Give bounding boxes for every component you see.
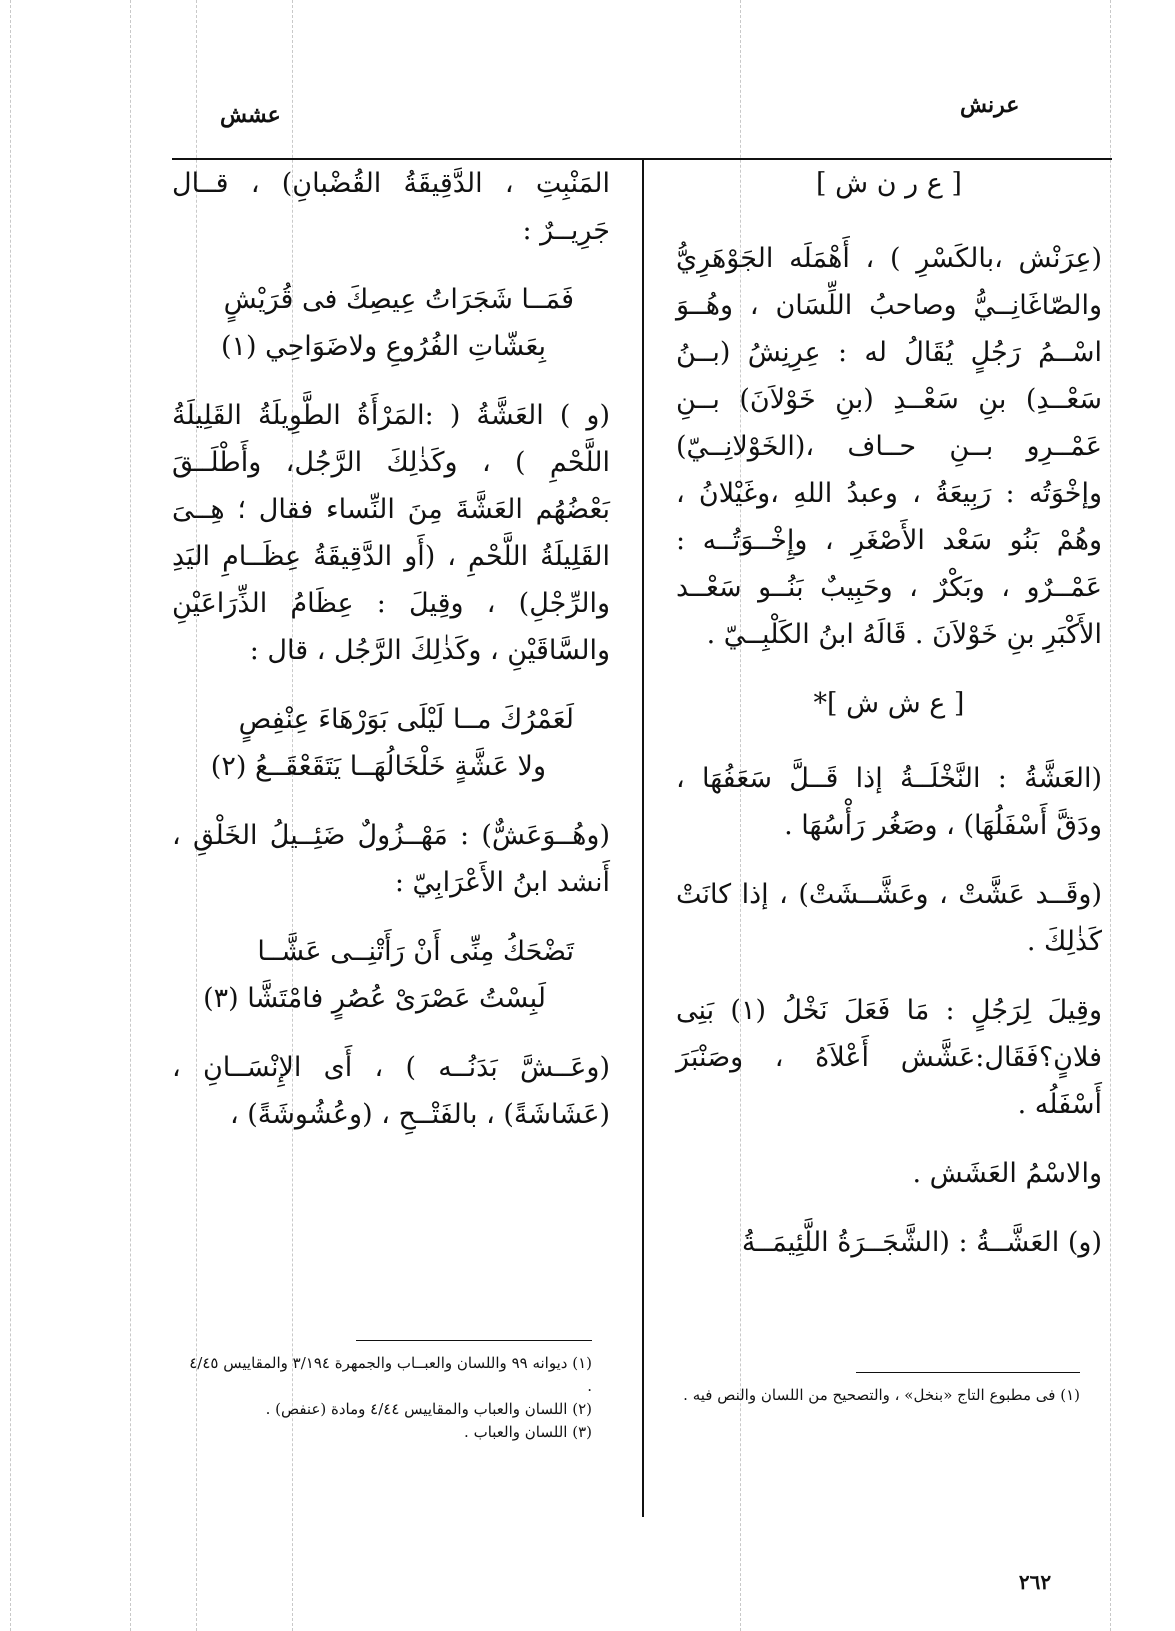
footnote: (١) فى مطبوع التاج «بنخل» ، والتصحيح من اللسان والنص فيه .: [683, 1386, 1080, 1404]
entry-paragraph: (وقَــد عَشَّتْ ، وعَشَّــشَتْ) ، إذا كانَتْ كَذٰلِكَ .: [676, 879, 1102, 957]
entry-paragraph: المَنْبِتِ ، الدَّقِيقَةُ القُضْبانِ) ، قــال جَرِيــرٌ :: [172, 168, 610, 246]
right-column: [676, 160, 1102, 1288]
verse-line: لَبِسْتُ عَصْرَىْ عُصُرٍ فامْتَشَّا (٣): [203, 983, 546, 1014]
entry-heading: [ ع ش ش ]*: [813, 688, 965, 719]
entry-heading: [ ع ر ن ش ]: [816, 168, 962, 199]
entry-paragraph: (العَشَّةُ : النَّخْلَــةُ إذا قَــلَّ سَعَفُهَا ، ودَقَّ أَسْفَلُهَا) ، وصَغُر رَأْسُهَا .: [676, 763, 1102, 841]
scan-guide-line: [130, 0, 131, 1631]
scan-guide-line: [1110, 0, 1111, 1631]
poem-verse: [172, 276, 610, 370]
footnote: (١) ديوانه ٩٩ واللسان والعبــاب والجمهرة ٣/١٩٤ والمقاييس ٤/٤٥ .: [189, 1354, 592, 1395]
entry-paragraph: والاسْمُ العَشَش .: [912, 1158, 1102, 1189]
entry-paragraph: (و ) العَشَّةُ ( :المَرْأَةُ الطَّوِيلَةُ القَلِيلَةُ اللَّحْمِ ) ، وكَذٰلِكَ الرَّجُل، وأَطْلَــقَ بَعْضُهُم العَشَّةَ مِنَ النِّساء فقال ؛ هِــىَ القَلِيلَةُ اللَّحْمِ ، (أَو الدَّقِيقَةُ عِظَــامِ اليَدِ والرِّجْلِ) ، وقِيلَ : عِظَامُ الذِّرَاعَيْنِ والسَّاقَيْنِ ، وكَذٰلِكَ الرَّجُل ، قال :: [172, 400, 610, 666]
footnote-rule: [356, 1340, 592, 1341]
verse-line: بِعَشّاتِ الفُرُوعِ ولاضَوَاحِي (١): [220, 331, 546, 362]
entry-paragraph: (وهُــوَعَشٌّ) : مَهْــزُولٌ ضَئِــيلُ الخَلْقِ ، أَنشد ابنُ الأَعْرَابِيّ :: [172, 820, 610, 898]
entry-paragraph: (عِرَنْش ،بالكَسْرِ ) ، أَهْمَلَه الجَوْهَرِيُّ والصّاغَانِــيُّ وصاحبُ اللِّسَان ، وهُــوَ اسْــمُ رَجُلٍ يُقَالُ له : عِرِنِشُ (بــنُ سَعْــدِ) بنِ سَعْــدِ (بنِ خَوْلاَنَ) بــنِ عَمْــرِو بــنِ حــاف ،(الخَوْلانِــيّ) وإخْوَتُه : رَبِيعَةُ ، وعبدُ اللهِ ،وغَيْلانُ ، وهُمْ بَنُو سَعْد الأَصْغَرِ ، وإِخْــوَتُــه : عَمْــرٌو ، وبَكْرٌ ، وحَبِيبٌ بَنُــو سَعْــد الأَكْبَرِ بنِ خَوْلاَنَ . قَالَهُ ابنُ الكَلْبِــيّ .: [676, 243, 1102, 650]
entry-paragraph: وقِيلَ لِرَجُلٍ : مَا فَعَلَ نَخْلُ (١) بَنِى فلانٍ؟فَقَال:عَشَّش أَعْلاَهُ ، وصَنْبَرَ أَسْفَلُه .: [676, 995, 1102, 1120]
header-right-word: عرنش: [960, 92, 1020, 118]
left-column: [172, 160, 610, 1160]
footnote-rule: [856, 1372, 1080, 1373]
right-footnotes: [676, 1384, 1080, 1407]
verse-line: ولا عَشَّةٍ خَلْخَالُهَــا يَتَقَعْقَــعُ (٢): [210, 751, 546, 782]
verse-line: تَضْحَكُ مِنِّى أَنْ رَأَتْنِــى عَشَّــا: [257, 936, 574, 967]
verse-line: فَمَــا شَجَرَاتُ عِيصِكَ فى قُرَيْشٍ: [223, 284, 574, 315]
poem-verse: [172, 928, 610, 1022]
poem-verse: [172, 696, 610, 790]
footnote: (٢) اللسان والعباب والمقاييس ٤/٤٤ ومادة (عنفص) .: [265, 1400, 592, 1418]
entry-paragraph: (وعَــشَّ بَدَنُــه ) ، أَى الإِنْسَــانِ ، (عَشَاشَةً) ، بالفَتْــحِ ، (وعُشُوشَةً) ،: [172, 1052, 610, 1130]
left-footnotes: [184, 1352, 592, 1444]
column-divider: [642, 160, 644, 1517]
entry-paragraph: (و) العَشَّــةُ : (الشَّجَــرَةُ اللَّئِيمَــةُ: [741, 1227, 1102, 1258]
scan-guide-line: [10, 0, 11, 1631]
verse-line: لَعَمْرُكَ مــا لَيْلَى بَوَرْهَاءَ عِنْفِصٍ: [238, 704, 574, 735]
header-left-word: عشش: [220, 102, 281, 128]
page-number: ٢٦٢: [1018, 1570, 1052, 1594]
footnote: (٣) اللسان والعباب .: [464, 1423, 592, 1441]
